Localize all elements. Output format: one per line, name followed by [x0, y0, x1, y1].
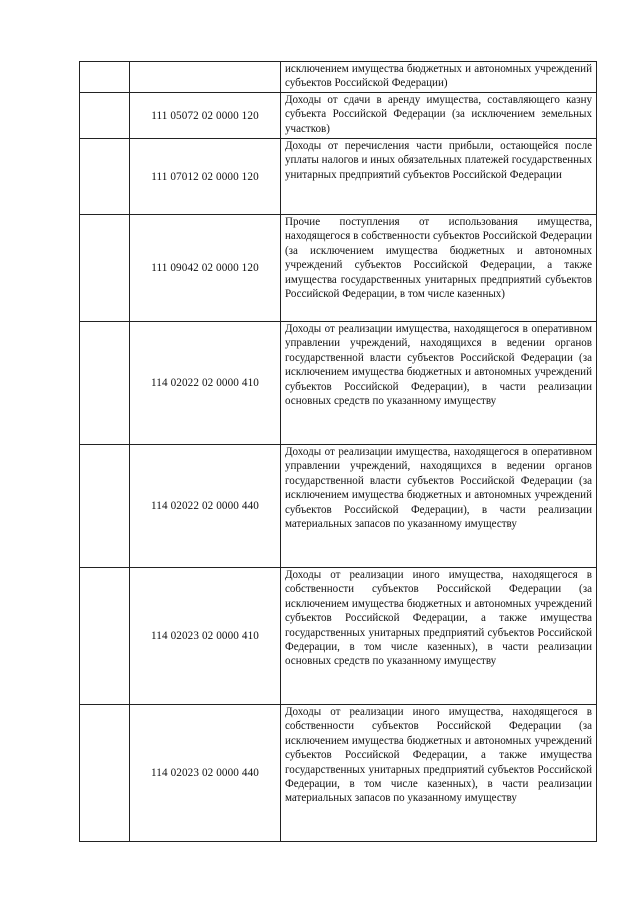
revenue-code-cell: 111 09042 02 0000 120 — [130, 215, 281, 322]
table-row — [80, 62, 597, 93]
revenue-code-cell: 114 02022 02 0000 410 — [130, 322, 281, 445]
admin-code-cell — [80, 445, 130, 568]
table-row — [80, 568, 597, 705]
table-row — [80, 322, 597, 445]
revenue-codes-table — [79, 61, 597, 842]
revenue-description-cell: Доходы от реализации иного имущества, находящегося в собственности субъектов Российской Федерации (за исключением имущества бюджетных и автономных учреждений субъектов Российской Федерации, а также имущества государственных унитарных предприятий субъектов Российской Федерации, в том числе казенных), в части реализации основных средств по указанному имуществу — [281, 568, 597, 705]
admin-code-cell — [80, 322, 130, 445]
revenue-description-cell: Прочие поступления от использования имущества, находящегося в собственности субъектов Российской Федерации (за исключением имущества бюджетных и автономных учреждений субъектов Российской Федерации, а также имущества государственных унитарных предприятий субъектов Российской Федерации, в том числе казенных) — [281, 215, 597, 322]
admin-code-cell — [80, 568, 130, 705]
revenue-description-cell: Доходы от перечисления части прибыли, остающейся после уплаты налогов и иных обязательных платежей государственных унитарных предприятий субъектов Российской Федерации — [281, 139, 597, 215]
admin-code-cell — [80, 215, 130, 322]
table-row — [80, 705, 597, 842]
revenue-description-cell: Доходы от реализации имущества, находящегося в оперативном управлении учреждений, находящихся в ведении органов государственной власти субъектов Российской Федерации (за исключением имущества бюджетных и автономных учреждений субъектов Российской Федерации), в части реализации материальных запасов по указанному имуществу — [281, 445, 597, 568]
table-row — [80, 93, 597, 139]
revenue-code-cell: 114 02022 02 0000 440 — [130, 445, 281, 568]
table-row — [80, 445, 597, 568]
revenue-code-cell — [130, 62, 281, 93]
admin-code-cell — [80, 93, 130, 139]
revenue-code-cell: 111 07012 02 0000 120 — [130, 139, 281, 215]
revenue-description-cell: Доходы от сдачи в аренду имущества, составляющего казну субъекта Российской Федерации (за исключением земельных участков) — [281, 93, 597, 139]
revenue-description-cell: Доходы от реализации имущества, находящегося в оперативном управлении учреждений, находящихся в ведении органов государственной власти субъектов Российской Федерации (за исключением имущества бюджетных и автономных учреждений субъектов Российской Федерации), в части реализации основных средств по указанному имуществу — [281, 322, 597, 445]
admin-code-cell — [80, 62, 130, 93]
revenue-code-cell: 114 02023 02 0000 440 — [130, 705, 281, 842]
revenue-code-cell: 114 02023 02 0000 410 — [130, 568, 281, 705]
table-row — [80, 139, 597, 215]
revenue-description-cell: исключением имущества бюджетных и автономных учреждений субъектов Российской Федерации) — [281, 62, 597, 93]
admin-code-cell — [80, 705, 130, 842]
revenue-code-cell: 111 05072 02 0000 120 — [130, 93, 281, 139]
revenue-description-cell: Доходы от реализации иного имущества, находящегося в собственности субъектов Российской Федерации (за исключением имущества бюджетных и автономных учреждений субъектов Российской Федерации, а также имущества государственных унитарных предприятий субъектов Российской Федерации, в том числе казенных), в части реализации материальных запасов по указанному имуществу — [281, 705, 597, 842]
admin-code-cell — [80, 139, 130, 215]
table-row — [80, 215, 597, 322]
